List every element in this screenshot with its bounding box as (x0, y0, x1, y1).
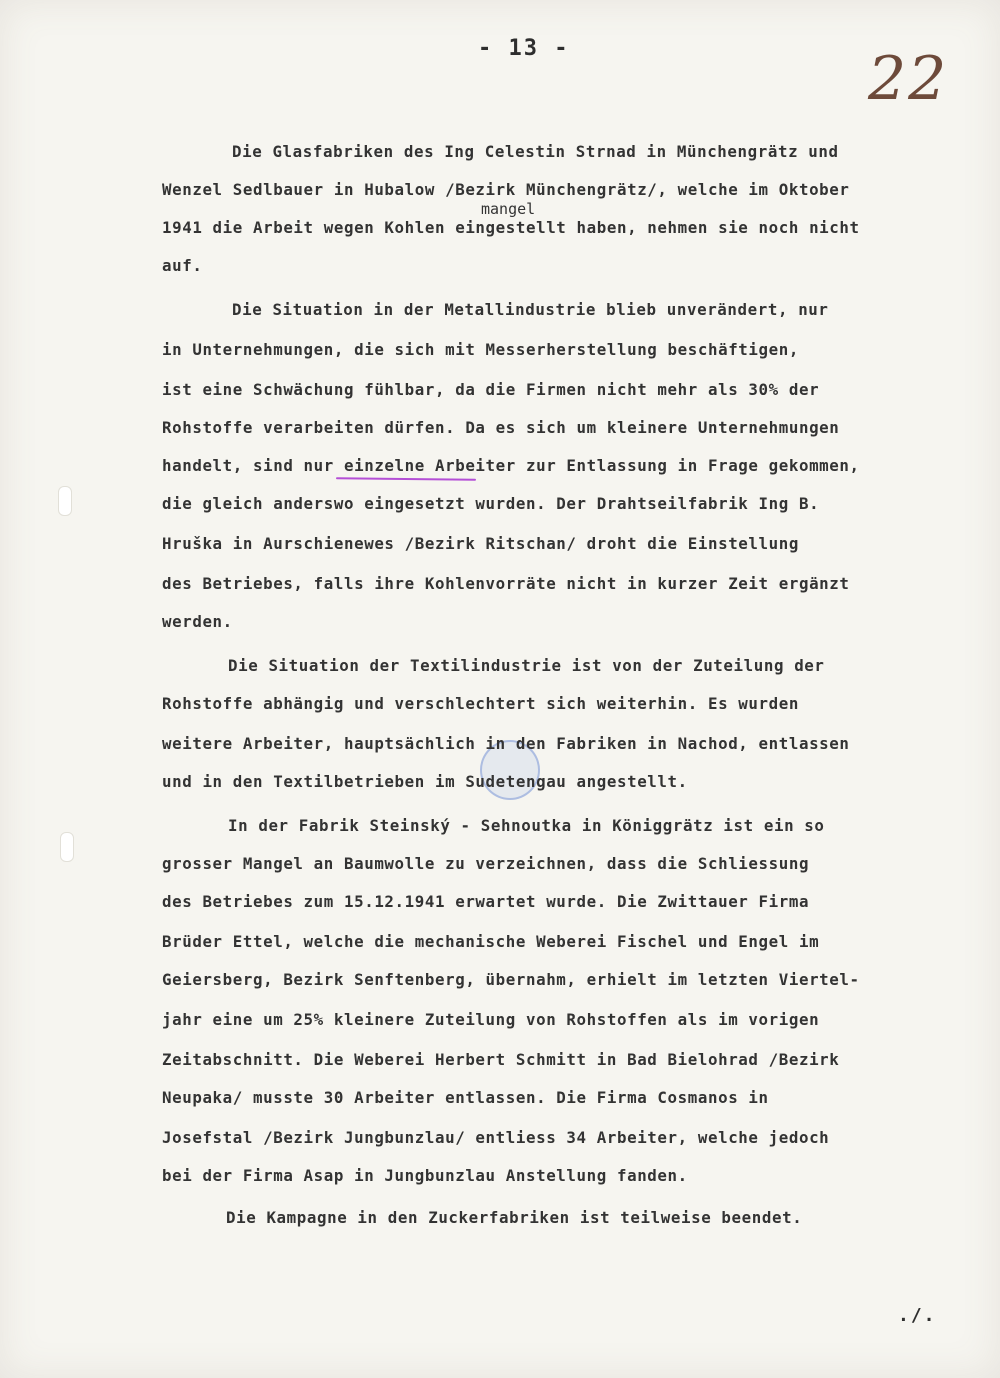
punch-hole (60, 832, 74, 862)
text-line: des Betriebes, falls ihre Kohlenvorräte nicht in kurzer Zeit ergänzt (162, 574, 850, 593)
text-line: werden. (162, 612, 233, 631)
text-line: Josefstal /Bezirk Jungbunzlau/ entliess 34 Arbeiter, welche jedoch (162, 1128, 830, 1147)
handwritten-underline (336, 477, 476, 480)
text-line: Die Situation in der Metallindustrie blieb unverändert, nur (232, 300, 829, 319)
text-line: ist eine Schwächung fühlbar, da die Firmen nicht mehr als 30% der (162, 380, 820, 399)
text-line: des Betriebes zum 15.12.1941 erwartet wurde. Die Zwittauer Firma (162, 892, 810, 911)
text-line: Rohstoffe verarbeiten dürfen. Da es sich um kleinere Unternehmungen (162, 418, 840, 437)
continuation-mark: ./. (898, 1305, 937, 1326)
text-line: und in den Textilbetrieben im Sudetengau angestellt. (162, 772, 688, 791)
text-line: handelt, sind nur einzelne Arbeiter zur Entlassung in Frage gekommen, (162, 456, 860, 475)
text-line: Rohstoffe abhängig und verschlechtert sich weiterhin. Es wurden (162, 694, 799, 713)
text-line: weitere Arbeiter, hauptsächlich in den Fabriken in Nachod, entlassen (162, 734, 850, 753)
page-number: - 13 - (478, 36, 570, 61)
text-line: In der Fabrik Steinský - Sehnoutka in Königgrätz ist ein so (228, 816, 825, 835)
text-line: 1941 die Arbeit wegen Kohlen eingestellt haben, nehmen sie noch nicht (162, 218, 860, 237)
text-line: Die Kampagne in den Zuckerfabriken ist teilweise beendet. (226, 1208, 803, 1227)
text-line: Brüder Ettel, welche die mechanische Weberei Fischel und Engel im (162, 932, 820, 951)
text-line: in Unternehmungen, die sich mit Messerherstellung beschäftigen, (162, 340, 799, 359)
text-line: Geiersberg, Bezirk Senftenberg, übernahm, erhielt im letzten Viertel- (162, 970, 860, 989)
text-line: grosser Mangel an Baumwolle zu verzeichnen, dass die Schliessung (162, 854, 810, 873)
text-line: Die Situation der Textilindustrie ist von der Zuteilung der (228, 656, 825, 675)
text-line: Zeitabschnitt. Die Weberei Herbert Schmitt in Bad Bielohrad /Bezirk (162, 1050, 840, 1069)
text-line: Hruška in Aurschienewes /Bezirk Ritschan/ droht die Einstellung (162, 534, 799, 553)
text-line: auf. (162, 256, 203, 275)
typed-insertion: mangel (481, 200, 536, 218)
punch-hole (58, 486, 72, 516)
text-line: bei der Firma Asap in Jungbunzlau Anstellung fanden. (162, 1166, 688, 1185)
text-line: Wenzel Sedlbauer in Hubalow /Bezirk Münchengrätz/, welche im Oktober (162, 180, 850, 199)
text-line: jahr eine um 25% kleinere Zuteilung von Rohstoffen als im vorigen (162, 1010, 820, 1029)
text-line: die gleich anderswo eingesetzt wurden. Der Drahtseilfabrik Ing B. (162, 494, 820, 513)
handwritten-folio-number: 22 (868, 44, 949, 114)
text-line: Die Glasfabriken des Ing Celestin Strnad in Münchengrätz und (232, 142, 839, 161)
text-line: Neupaka/ musste 30 Arbeiter entlassen. Die Firma Cosmanos in (162, 1088, 769, 1107)
